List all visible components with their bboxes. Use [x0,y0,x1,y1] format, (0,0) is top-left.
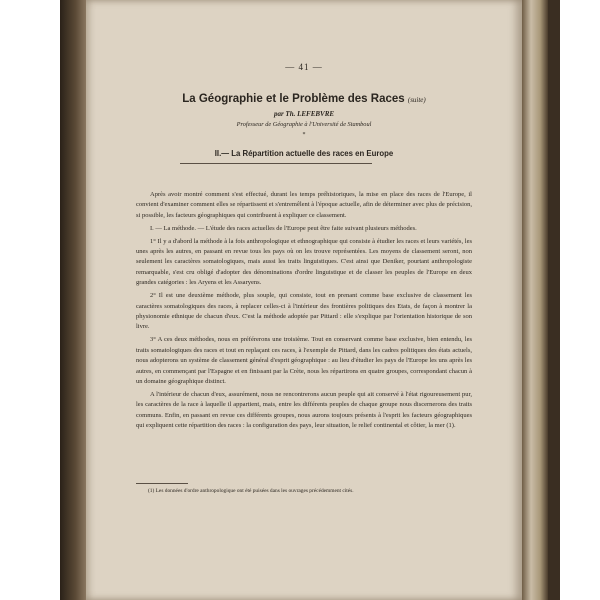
footnote: (1) Les données d'ordre anthropologique ont été puisées dans les ouvrages précédemment cités. [148,488,354,494]
paragraph: 2° Il est une deuxième méthode, plus souple, qui consiste, tout en prenant comme base exclusive de classement les caractères somatologiques des races, à replacer celles-ci à l'intérieur des frontières politiques des Etats, de façon à montrer la physionomie ethnique de chacun d'eux. C'est la méthode adoptée par Pittard : elle s'explique par l'orientation historique de son livre. [136,292,472,331]
author-affiliation: Professeur de Géographie à l'Université de Stamboul [236,121,372,128]
paragraph: 3° A ces deux méthodes, nous en préférerons une troisième. Tout en conservant comme base exclusive, bien entendu, les traits somatologiques des races et tout en replaçant ces races, à l'exemple de Pittard, dans les cadres politiques des états actuels, nous adopterons un système de classement général d'esprit géographique : au lieu d'étudier les pays de l'Europe les uns après les autres, en commençant par l'Espagne et en finissant par la Crète, nous les répartirons en quatre groupes, correspondant chacun à un domaine géographique distinct. [136,336,472,385]
book-spine [60,0,86,600]
document-page [86,0,522,600]
paragraph: Après avoir montré comment s'est effectué, durant les temps préhistoriques, la mise en place des races de l'Europe, il convient d'examiner comment elles se répartissent et s'entremêlent à l'époque actuelle, afin de déterminer avec plus de précision, si possible, les facteurs géographiques qui contribuent à expliquer ce classement. [136,191,472,219]
paragraph: 1° Il y a d'abord la méthode à la fois anthropologique et ethnographique qui consiste à étudier les races et leurs variétés, les unes après les autres, en passant en revue tous les pays où on les trouve représentées. Les moyens de classement seront, non seulement les caractères somatologiques, mais aussi les traits linguistiques. C'est ainsi que Deniker, pourtant anthropologiste remarquable, s'est cru obligé d'adopter des dénominations d'ordre linguistique et de classer les peuples de l'Europe en deux grandes catégories : les Aryens et les Assaryens. [136,237,472,287]
section-heading: II.— La Répartition actuelle des races en Europe [214,149,394,158]
author-line: par Th. LEFEBVRE [273,110,335,118]
title-text: La Géographie et le Problème des Races [182,93,405,105]
ornament-star: * [302,132,306,138]
paragraph: A l'intérieur de chacun d'eux, assurément, nous ne rencontrerons aucun peuple qui ait conservé à l'état rigoureusement pur, les caractères de la race à laquelle il appartient, mais, entre les différents peuples de chaque groupe nous discernerons des traits communs. Enfin, en passant en revue ces différents groupes, nous aurons toujours présents à l'esprit les facteurs géographiques qui expliquent cette répartition des races : la configuration des pays, leur situation, le relief continental et côtier, la mer (1). [136,390,472,430]
body-text [136,190,472,434]
article-title [86,93,522,105]
title-suite: (suite) [407,96,426,104]
section-rule [180,163,372,164]
footnote-rule [136,483,188,484]
paragraph: I. — La méthode. — L'étude des races actuelles de l'Europe peut être faite suivant plusieurs méthodes. [150,224,417,232]
page-number: — 41 — [285,62,323,72]
page-edge-shadow [522,0,548,600]
